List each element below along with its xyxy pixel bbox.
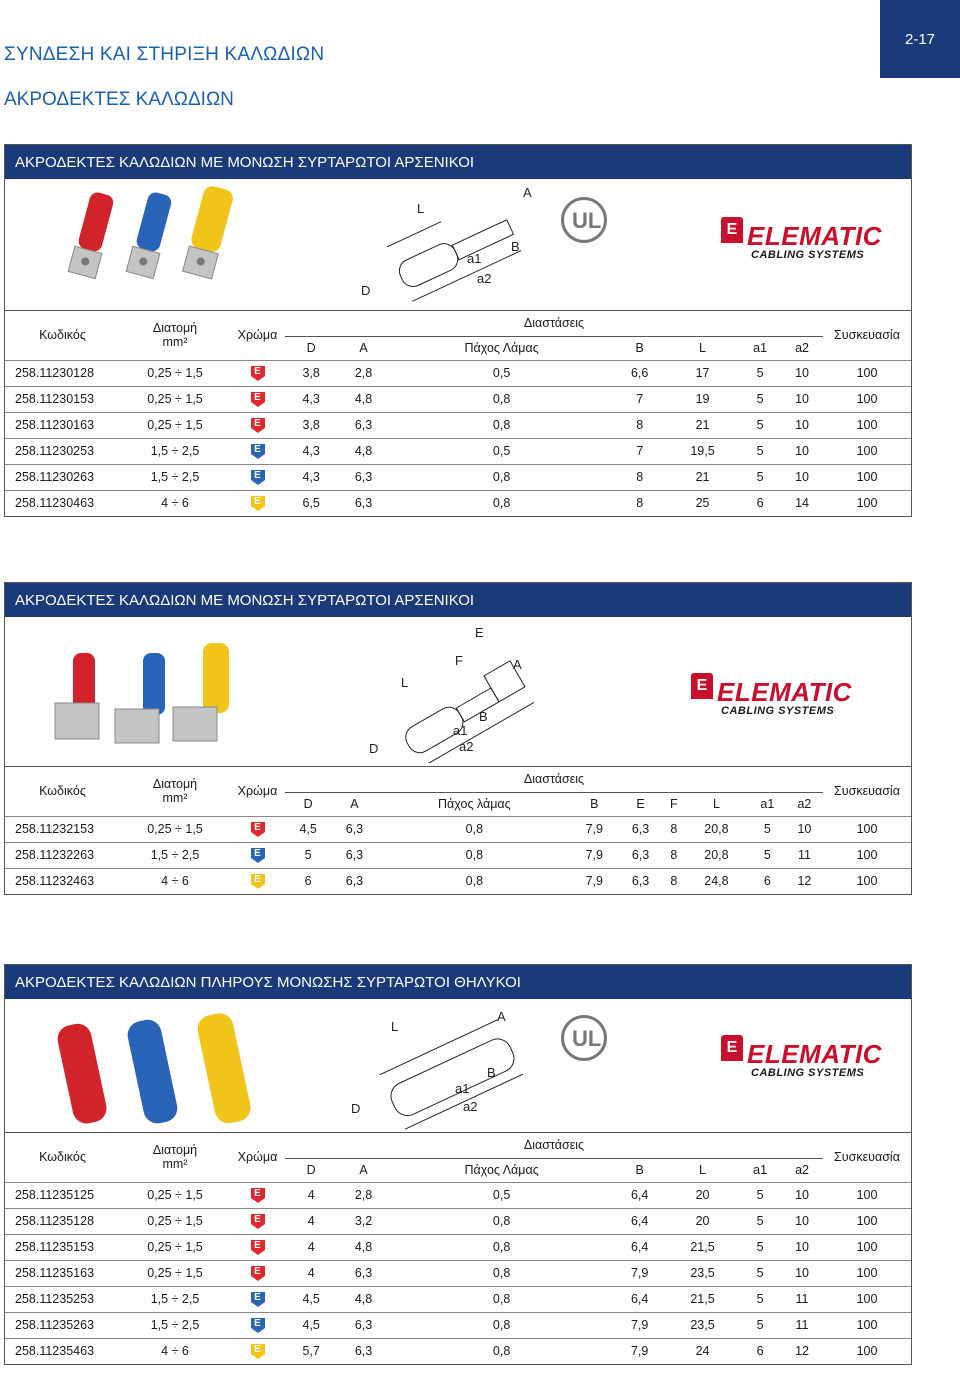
cell-dim: 0,8 — [390, 464, 614, 490]
cell-dim: 0,8 — [390, 1312, 614, 1338]
dim-label-E: E — [475, 625, 484, 640]
cell-dim: 5 — [739, 412, 781, 438]
product-figure — [5, 617, 911, 767]
dim-label-D: D — [369, 741, 379, 756]
cell-dim: 0,8 — [390, 386, 614, 412]
elematic-color-icon: E — [251, 444, 265, 459]
cell-dim: 4,3 — [285, 438, 337, 464]
elematic-color-icon: E — [251, 1266, 265, 1281]
col-dim: E — [636, 797, 645, 811]
elematic-logo: E ELEMATIC CABLING SYSTEMS — [725, 223, 882, 261]
cell-code: 258.11232263 — [5, 842, 120, 868]
section-male-terminals-flag — [4, 582, 912, 895]
product-figure — [5, 179, 911, 311]
elematic-color-icon: E — [251, 470, 265, 485]
cell-dim: 5 — [739, 386, 781, 412]
cell-color — [230, 1338, 285, 1364]
cell-dim: 6,3 — [331, 842, 377, 868]
cell-dim: 6 — [749, 868, 786, 894]
cell-dim: 8 — [664, 842, 684, 868]
dim-label-F: F — [455, 653, 463, 668]
cell-section: 1,5 ÷ 2,5 — [120, 464, 230, 490]
cell-dim: 4,5 — [285, 816, 331, 842]
cell-dim: 6 — [285, 868, 331, 894]
cell-dim: 5 — [739, 360, 781, 386]
cell-dim: 10 — [786, 816, 823, 842]
cell-dim: 7,9 — [571, 816, 617, 842]
cell-dim: 6,4 — [613, 1208, 665, 1234]
col-dim: A — [359, 341, 368, 355]
cell-dim: 21,5 — [666, 1286, 739, 1312]
cell-dim: 23,5 — [666, 1260, 739, 1286]
cell-code: 258.11230163 — [5, 412, 120, 438]
dim-label-L: L — [391, 1019, 399, 1034]
terminals-photo — [45, 623, 275, 763]
page-title: ΣΥΝΔΕΣΗ ΚΑΙ ΣΤΗΡΙΞΗ ΚΑΛΩΔΙΩΝ — [4, 44, 325, 65]
cell-color — [230, 490, 285, 516]
cell-color — [230, 1208, 285, 1234]
cell-code: 258.11230463 — [5, 490, 120, 516]
dim-label-a2: a2 — [477, 271, 492, 286]
elematic-color-icon: E — [251, 1188, 265, 1203]
col-section: Διατομή mm² — [152, 321, 198, 350]
cell-section: 4 ÷ 6 — [120, 868, 230, 894]
section-title: ΑΚΡΟΔΕΚΤΕΣ ΚΑΛΩΔΙΩΝ ΜΕ ΜΟΝΩΣΗ ΣΥΡΤΑΡΩΤΟΙ ΑΡΣΕΝΙΚΟΙ — [5, 583, 911, 617]
cell-dim: 0,8 — [390, 412, 614, 438]
cell-section: 1,5 ÷ 2,5 — [120, 438, 230, 464]
cell-dim: 6,5 — [285, 490, 337, 516]
col-dim: D — [306, 341, 316, 355]
cell-section: 1,5 ÷ 2,5 — [120, 1312, 230, 1338]
cell-dim: 5 — [749, 842, 786, 868]
cell-dim: 7,9 — [571, 868, 617, 894]
elematic-color-icon: E — [251, 1292, 265, 1307]
cell-dim: 5 — [749, 816, 786, 842]
cell-color — [230, 412, 285, 438]
elematic-color-icon: E — [251, 822, 265, 837]
cell-dim: 6 — [739, 1338, 781, 1364]
cell-code: 258.11230253 — [5, 438, 120, 464]
cell-dim: 20,8 — [684, 842, 749, 868]
cell-section: 4 ÷ 6 — [120, 490, 230, 516]
cell-section: 4 ÷ 6 — [120, 1338, 230, 1364]
cell-code: 258.11230263 — [5, 464, 120, 490]
cell-dim: 8 — [664, 868, 684, 894]
col-color: Χρώμα — [237, 1150, 278, 1165]
dim-label-B: B — [511, 239, 520, 254]
cell-code: 258.11235128 — [5, 1208, 120, 1234]
cell-dim: 12 — [781, 1338, 823, 1364]
dim-label-L: L — [401, 675, 409, 690]
elematic-color-icon: E — [251, 1318, 265, 1333]
cell-section: 0,25 ÷ 1,5 — [120, 1208, 230, 1234]
col-pack: Συσκευασία — [834, 328, 900, 343]
cell-code: 258.11235463 — [5, 1338, 120, 1364]
cell-dim: 4,3 — [285, 464, 337, 490]
cell-dim: 0,8 — [390, 1260, 614, 1286]
cell-dim: 8 — [613, 412, 665, 438]
dim-label-a2: a2 — [463, 1099, 478, 1114]
cell-dim: 4,8 — [337, 1286, 389, 1312]
elematic-color-icon: E — [251, 848, 265, 863]
cell-dim: 8 — [613, 490, 665, 516]
cell-dim: 6,3 — [337, 490, 389, 516]
cell-dim: 19 — [666, 386, 739, 412]
cell-pack: 100 — [823, 360, 911, 386]
cell-section: 0,25 ÷ 1,5 — [120, 1182, 230, 1208]
cell-dim: 7 — [613, 438, 665, 464]
cell-dim: 6,3 — [617, 842, 663, 868]
cell-dim: 3,8 — [285, 412, 337, 438]
product-figure — [5, 999, 911, 1133]
cell-dim: 7,9 — [613, 1260, 665, 1286]
table-row — [5, 438, 911, 464]
cell-dim: 11 — [786, 842, 823, 868]
cell-dim: 5 — [739, 1260, 781, 1286]
col-dim: A — [359, 1163, 368, 1177]
cell-pack: 100 — [823, 1312, 911, 1338]
cell-pack: 100 — [823, 868, 911, 894]
col-code: Κωδικός — [39, 1150, 86, 1165]
col-dim: Πάχος λάμας — [438, 797, 511, 811]
col-dim: a2 — [797, 797, 812, 811]
cell-section: 0,25 ÷ 1,5 — [120, 1234, 230, 1260]
cell-code: 258.11235153 — [5, 1234, 120, 1260]
elematic-color-icon: E — [251, 366, 265, 381]
table-row — [5, 842, 911, 868]
cell-dim: 10 — [781, 464, 823, 490]
cell-color — [230, 1260, 285, 1286]
table-row — [5, 1182, 911, 1208]
cell-dim: 4 — [285, 1182, 337, 1208]
cell-dim: 6 — [739, 490, 781, 516]
cell-color — [230, 386, 285, 412]
col-dim: a2 — [795, 341, 809, 355]
cell-color — [230, 1312, 285, 1338]
table-row — [5, 490, 911, 516]
col-dim: D — [306, 1163, 316, 1177]
dim-label-A: A — [513, 657, 522, 672]
cell-dim: 17 — [666, 360, 739, 386]
col-dim: L — [712, 797, 720, 811]
cell-dim: 10 — [781, 386, 823, 412]
product-table — [5, 1133, 911, 1364]
cell-dim: 6,4 — [613, 1286, 665, 1312]
col-dim: F — [670, 797, 678, 811]
ul-certification-icon: UL — [561, 197, 607, 243]
cell-dim: 7,9 — [613, 1312, 665, 1338]
cell-dim: 0,5 — [390, 360, 614, 386]
col-dim: B — [635, 341, 644, 355]
cell-code: 258.11235263 — [5, 1312, 120, 1338]
cell-code: 258.11235163 — [5, 1260, 120, 1286]
cell-dim: 7 — [613, 386, 665, 412]
dim-label-D: D — [361, 283, 371, 298]
page-number: 2-17 — [880, 0, 960, 78]
col-dim: Πάχος Λάμας — [464, 1163, 539, 1177]
cell-section: 0,25 ÷ 1,5 — [120, 1260, 230, 1286]
col-dims: Διαστάσεις — [285, 1133, 823, 1158]
cell-dim: 14 — [781, 490, 823, 516]
col-dim: L — [699, 1163, 706, 1177]
table-row — [5, 1208, 911, 1234]
col-dim: Πάχος Λάμας — [464, 341, 539, 355]
cell-dim: 5 — [739, 464, 781, 490]
cell-pack: 100 — [823, 438, 911, 464]
cell-dim: 5 — [739, 438, 781, 464]
cell-code: 258.11235253 — [5, 1286, 120, 1312]
col-dim: a1 — [753, 341, 768, 355]
cell-color — [230, 868, 285, 894]
cell-dim: 12 — [786, 868, 823, 894]
cell-section: 0,25 ÷ 1,5 — [120, 412, 230, 438]
dim-label-a1: a1 — [453, 723, 468, 738]
cell-dim: 0,5 — [390, 438, 614, 464]
col-dims: Διαστάσεις — [285, 767, 823, 792]
cell-color — [230, 842, 285, 868]
cell-dim: 5 — [739, 1182, 781, 1208]
cell-dim: 4,8 — [337, 438, 389, 464]
cell-dim: 4 — [285, 1260, 337, 1286]
cell-dim: 6,3 — [337, 412, 389, 438]
cell-dim: 10 — [781, 1208, 823, 1234]
cell-dim: 6,3 — [617, 816, 663, 842]
cell-section: 1,5 ÷ 2,5 — [120, 1286, 230, 1312]
cell-dim: 6,4 — [613, 1182, 665, 1208]
table-row — [5, 816, 911, 842]
cell-dim: 10 — [781, 438, 823, 464]
cell-pack: 100 — [823, 1234, 911, 1260]
dim-label-B: B — [487, 1065, 496, 1080]
cell-pack: 100 — [823, 1208, 911, 1234]
cell-dim: 8 — [664, 816, 684, 842]
cell-dim: 0,8 — [390, 490, 614, 516]
cell-pack: 100 — [823, 464, 911, 490]
cell-code: 258.11235125 — [5, 1182, 120, 1208]
elematic-logo: E ELEMATIC CABLING SYSTEMS — [695, 679, 852, 717]
cell-dim: 3,8 — [285, 360, 337, 386]
cell-dim: 10 — [781, 412, 823, 438]
terminals-photo — [55, 183, 275, 308]
cell-dim: 0,8 — [378, 842, 572, 868]
cell-dim: 4,8 — [337, 386, 389, 412]
cell-pack: 100 — [823, 1338, 911, 1364]
elematic-color-icon: E — [251, 418, 265, 433]
cell-dim: 10 — [781, 1234, 823, 1260]
cell-code: 258.11230153 — [5, 386, 120, 412]
dim-label-A: A — [497, 1009, 506, 1024]
cell-dim: 6,3 — [337, 1260, 389, 1286]
cell-color — [230, 1182, 285, 1208]
col-dim: L — [699, 341, 706, 355]
table-row — [5, 1234, 911, 1260]
product-table — [5, 767, 911, 894]
col-dim: B — [635, 1163, 644, 1177]
col-pack: Συσκευασία — [834, 1150, 900, 1165]
section-title: ΑΚΡΟΔΕΚΤΕΣ ΚΑΛΩΔΙΩΝ ΠΛΗΡΟΥΣ ΜΟΝΩΣΗΣ ΣΥΡΤΑΡΩΤΟΙ ΘΗΛΥΚΟΙ — [5, 965, 911, 999]
cell-dim: 6,4 — [613, 1234, 665, 1260]
cell-color — [230, 1286, 285, 1312]
table-row — [5, 386, 911, 412]
cell-dim: 11 — [781, 1312, 823, 1338]
cell-pack: 100 — [823, 816, 911, 842]
cell-dim: 6,6 — [613, 360, 665, 386]
cell-dim: 24,8 — [684, 868, 749, 894]
col-dims: Διαστάσεις — [285, 311, 823, 336]
col-dim: a1 — [760, 797, 775, 811]
cell-dim: 8 — [613, 464, 665, 490]
cell-dim: 5 — [739, 1286, 781, 1312]
col-code: Κωδικός — [39, 784, 86, 799]
cell-pack: 100 — [823, 1182, 911, 1208]
col-dim: a2 — [795, 1163, 809, 1177]
table-row — [5, 1260, 911, 1286]
cell-dim: 10 — [781, 1182, 823, 1208]
elematic-color-icon: E — [251, 392, 265, 407]
cell-dim: 25 — [666, 490, 739, 516]
cell-dim: 6,3 — [617, 868, 663, 894]
cell-dim: 5 — [739, 1234, 781, 1260]
cell-dim: 20 — [666, 1208, 739, 1234]
table-row — [5, 1338, 911, 1364]
col-dim: A — [350, 797, 359, 811]
cell-pack: 100 — [823, 490, 911, 516]
cell-dim: 0,5 — [390, 1182, 614, 1208]
cell-dim: 6,3 — [337, 464, 389, 490]
cell-dim: 0,8 — [390, 1286, 614, 1312]
elematic-color-icon: E — [251, 874, 265, 889]
cell-dim: 4,3 — [285, 386, 337, 412]
cell-dim: 20,8 — [684, 816, 749, 842]
cell-code: 258.11230128 — [5, 360, 120, 386]
col-dim: a1 — [753, 1163, 768, 1177]
cell-dim: 19,5 — [666, 438, 739, 464]
cell-color — [230, 438, 285, 464]
cell-dim: 23,5 — [666, 1312, 739, 1338]
ul-certification-icon: UL — [561, 1015, 607, 1061]
cell-dim: 7,9 — [613, 1338, 665, 1364]
col-section: Διατομή mm² — [152, 1143, 198, 1172]
col-dim: D — [303, 797, 313, 811]
cell-dim: 5 — [739, 1208, 781, 1234]
cell-color — [230, 816, 285, 842]
cell-dim: 20 — [666, 1182, 739, 1208]
cell-dim: 6,3 — [331, 816, 377, 842]
product-table — [5, 311, 911, 516]
cell-dim: 5 — [285, 842, 331, 868]
table-row — [5, 464, 911, 490]
section-title: ΑΚΡΟΔΕΚΤΕΣ ΚΑΛΩΔΙΩΝ ΜΕ ΜΟΝΩΣΗ ΣΥΡΤΑΡΩΤΟΙ ΑΡΣΕΝΙΚΟΙ — [5, 145, 911, 179]
section-male-terminals — [4, 144, 912, 517]
cell-dim: 4 — [285, 1208, 337, 1234]
cell-pack: 100 — [823, 1260, 911, 1286]
cell-color — [230, 1234, 285, 1260]
dim-label-a2: a2 — [459, 739, 474, 754]
cell-dim: 21 — [666, 412, 739, 438]
col-code: Κωδικός — [39, 328, 86, 343]
table-row — [5, 1286, 911, 1312]
cell-dim: 0,8 — [378, 868, 572, 894]
dim-label-a1: a1 — [455, 1081, 470, 1096]
elematic-color-icon: E — [251, 1344, 265, 1359]
cell-color — [230, 464, 285, 490]
cell-dim: 0,8 — [390, 1208, 614, 1234]
cell-dim: 5 — [739, 1312, 781, 1338]
section-female-terminals — [4, 964, 912, 1365]
cell-dim: 4,5 — [285, 1312, 337, 1338]
dim-label-D: D — [351, 1101, 361, 1116]
terminals-photo — [45, 1003, 275, 1133]
table-row — [5, 360, 911, 386]
cell-pack: 100 — [823, 412, 911, 438]
cell-dim: 0,8 — [390, 1234, 614, 1260]
cell-dim: 4,5 — [285, 1286, 337, 1312]
elematic-logo: E ELEMATIC CABLING SYSTEMS — [725, 1041, 882, 1079]
dimension-diagram — [345, 1003, 545, 1133]
cell-dim: 0,8 — [378, 816, 572, 842]
dim-label-a1: a1 — [467, 251, 482, 266]
col-color: Χρώμα — [237, 784, 278, 799]
cell-dim: 3,2 — [337, 1208, 389, 1234]
cell-pack: 100 — [823, 386, 911, 412]
col-pack: Συσκευασία — [834, 784, 900, 799]
cell-dim: 10 — [781, 360, 823, 386]
elematic-color-icon: E — [251, 496, 265, 511]
cell-section: 0,25 ÷ 1,5 — [120, 360, 230, 386]
cell-dim: 7,9 — [571, 842, 617, 868]
cell-pack: 100 — [823, 1286, 911, 1312]
table-row — [5, 412, 911, 438]
cell-dim: 2,8 — [337, 360, 389, 386]
cell-code: 258.11232463 — [5, 868, 120, 894]
cell-dim: 21,5 — [666, 1234, 739, 1260]
cell-dim: 24 — [666, 1338, 739, 1364]
cell-pack: 100 — [823, 842, 911, 868]
cell-dim: 4 — [285, 1234, 337, 1260]
table-row — [5, 868, 911, 894]
dim-label-A: A — [523, 185, 532, 200]
cell-dim: 10 — [781, 1260, 823, 1286]
cell-color — [230, 360, 285, 386]
cell-dim: 6,3 — [337, 1338, 389, 1364]
cell-dim: 21 — [666, 464, 739, 490]
cell-dim: 0,8 — [390, 1338, 614, 1364]
dim-label-B: B — [479, 709, 488, 724]
cell-code: 258.11232153 — [5, 816, 120, 842]
table-row — [5, 1312, 911, 1338]
cell-dim: 6,3 — [337, 1312, 389, 1338]
cell-dim: 2,8 — [337, 1182, 389, 1208]
col-section: Διατομή mm² — [152, 777, 198, 806]
col-color: Χρώμα — [237, 328, 278, 343]
cell-dim: 5,7 — [285, 1338, 337, 1364]
cell-dim: 6,3 — [331, 868, 377, 894]
dim-label-L: L — [417, 201, 425, 216]
cell-section: 0,25 ÷ 1,5 — [120, 386, 230, 412]
elematic-color-icon: E — [251, 1214, 265, 1229]
col-dim: B — [590, 797, 599, 811]
cell-dim: 11 — [781, 1286, 823, 1312]
cell-section: 1,5 ÷ 2,5 — [120, 842, 230, 868]
cell-section: 0,25 ÷ 1,5 — [120, 816, 230, 842]
page-subtitle: ΑΚΡΟΔΕΚΤΕΣ ΚΑΛΩΔΙΩΝ — [4, 89, 234, 110]
cell-dim: 4,8 — [337, 1234, 389, 1260]
elematic-color-icon: E — [251, 1240, 265, 1255]
